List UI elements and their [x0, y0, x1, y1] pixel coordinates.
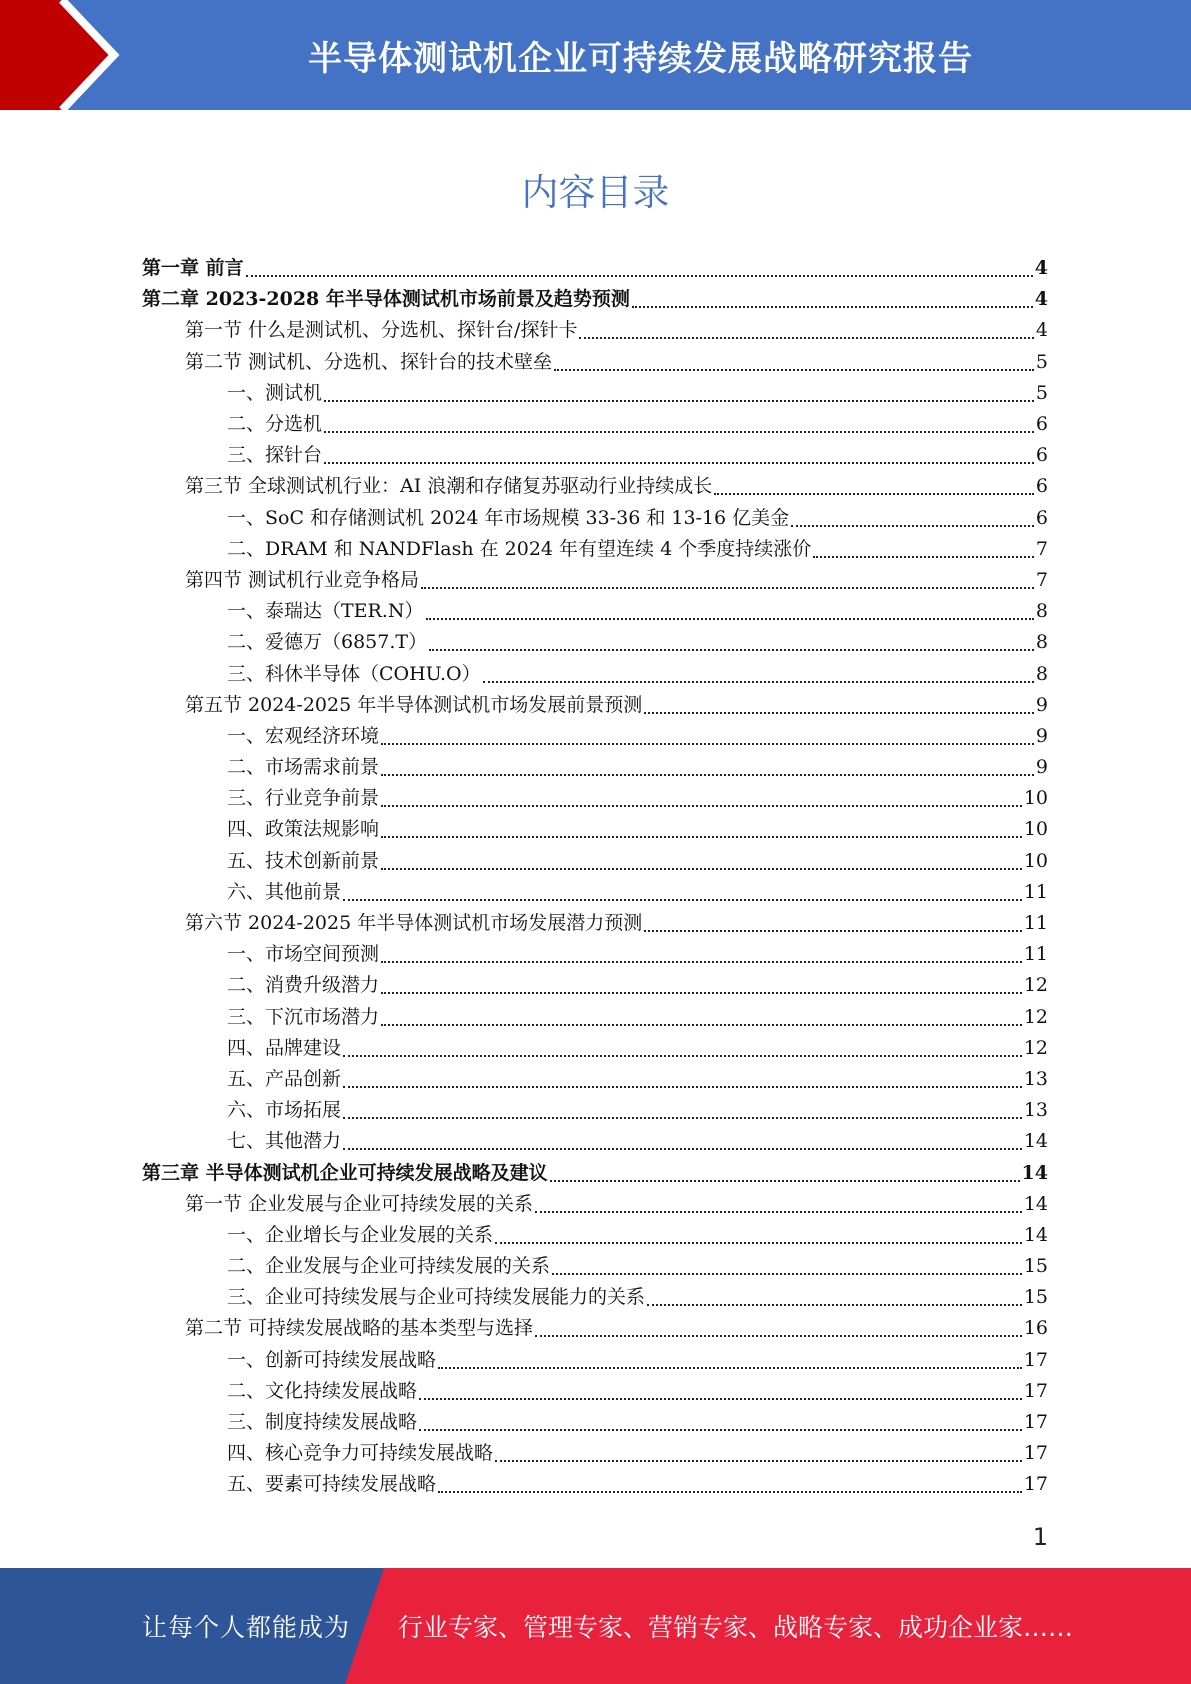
- toc-dot-leader: [554, 368, 1034, 371]
- toc-dot-leader: [246, 274, 1033, 277]
- header-arrow-decoration: [0, 0, 160, 110]
- toc-dot-leader: [550, 1179, 1020, 1182]
- toc-entry-page: 17: [1023, 1442, 1048, 1465]
- toc-dot-leader: [483, 680, 1034, 683]
- toc-entry-label: 四、品牌建设: [227, 1036, 342, 1059]
- toc-entry-page: 14: [1023, 1192, 1048, 1215]
- toc-dot-leader: [438, 1366, 1022, 1369]
- toc-entry-page: 10: [1023, 849, 1048, 872]
- toc-entry-page: 10: [1023, 818, 1048, 841]
- toc-entry[interactable]: [142, 752, 1048, 783]
- toc-dot-leader: [381, 742, 1034, 745]
- toc-dot-leader: [429, 648, 1034, 651]
- toc-entry-label: 二、文化持续发展战略: [227, 1379, 418, 1402]
- toc-entry[interactable]: [142, 534, 1048, 565]
- toc-entry-label: 一、企业增长与企业发展的关系: [227, 1223, 494, 1246]
- toc-entry-page: 13: [1023, 1099, 1048, 1122]
- toc-entry-page: 9: [1035, 693, 1048, 716]
- toc-dot-leader: [343, 1085, 1022, 1088]
- toc-entry[interactable]: [142, 783, 1048, 814]
- toc-dot-leader: [421, 586, 1034, 589]
- toc-dot-leader: [324, 430, 1034, 433]
- toc-entry-label: 五、要素可持续发展战略: [227, 1473, 437, 1496]
- toc-dot-leader: [381, 960, 1022, 963]
- toc-entry-label: 二、市场需求前景: [227, 756, 380, 779]
- toc-entry[interactable]: [142, 970, 1048, 1001]
- toc-heading: 内容目录: [521, 171, 670, 214]
- toc-dot-leader: [381, 867, 1022, 870]
- toc-entry-page: 10: [1023, 787, 1048, 810]
- toc-dot-leader: [791, 524, 1034, 527]
- toc-entry-page: 16: [1023, 1317, 1048, 1340]
- toc-dot-leader: [381, 835, 1022, 838]
- toc-entry[interactable]: [142, 347, 1048, 378]
- toc-entry-label: 第三章 半导体测试机企业可持续发展战略及建议: [142, 1161, 548, 1184]
- toc-entry[interactable]: [142, 471, 1048, 502]
- toc-entry-label: 四、核心竞争力可持续发展战略: [227, 1442, 494, 1465]
- toc-entry-label: 七、其他潜力: [227, 1130, 342, 1153]
- toc-entry-label: 三、制度持续发展战略: [227, 1411, 418, 1434]
- toc-entry[interactable]: [142, 908, 1048, 939]
- toc-entry-label: 一、测试机: [227, 381, 323, 404]
- toc-entry[interactable]: [142, 1313, 1048, 1344]
- toc-entry-page: 7: [1035, 568, 1048, 591]
- toc-entry-label: 第二章 2023-2028 年半导体测试机市场前景及趋势预测: [142, 288, 630, 311]
- toc-entry[interactable]: [142, 877, 1048, 908]
- toc-entry-page: 12: [1023, 1005, 1048, 1028]
- toc-dot-leader: [552, 1272, 1022, 1275]
- toc-dot-leader: [343, 1116, 1022, 1119]
- toc-entry[interactable]: [142, 1064, 1048, 1095]
- toc-entry[interactable]: [142, 1126, 1048, 1157]
- toc-entry[interactable]: [142, 814, 1048, 845]
- toc-entry[interactable]: [142, 1438, 1048, 1469]
- toc-entry[interactable]: [142, 1407, 1048, 1438]
- toc-entry-page: 17: [1023, 1379, 1048, 1402]
- toc-entry-page: 13: [1023, 1067, 1048, 1090]
- toc-entry-page: 4: [1035, 319, 1048, 342]
- toc-entry[interactable]: [142, 284, 1048, 315]
- toc-entry-page: 14: [1023, 1130, 1048, 1153]
- toc-entry[interactable]: [142, 1376, 1048, 1407]
- toc-entry-label: 三、下沉市场潜力: [227, 1005, 380, 1028]
- toc-entry-label: 三、企业可持续发展与企业可持续发展能力的关系: [227, 1286, 646, 1309]
- toc-entry-page: 5: [1035, 381, 1048, 404]
- toc-entry-page: 12: [1023, 1036, 1048, 1059]
- toc-entry-label: 第六节 2024-2025 年半导体测试机市场发展潜力预测: [185, 912, 643, 935]
- toc-entry-page: 6: [1035, 444, 1048, 467]
- toc-entry-page: 5: [1035, 350, 1048, 373]
- toc-entry[interactable]: [142, 253, 1048, 284]
- toc-entry-page: 17: [1023, 1411, 1048, 1434]
- toc-entry-page: 7: [1035, 537, 1048, 560]
- toc-entry-page: 9: [1035, 724, 1048, 747]
- toc-entry[interactable]: [142, 440, 1048, 471]
- toc-entry[interactable]: [142, 1002, 1048, 1033]
- toc-entry-page: 6: [1035, 506, 1048, 529]
- toc-dot-leader: [381, 804, 1022, 807]
- toc-entry-page: 12: [1023, 974, 1048, 997]
- toc-dot-leader: [343, 1147, 1022, 1150]
- toc-entry-page: 15: [1023, 1286, 1048, 1309]
- toc-entry-label: 四、政策法规影响: [227, 818, 380, 841]
- toc-entry-page: 11: [1023, 880, 1048, 903]
- toc-entry-label: 一、SoC 和存储测试机 2024 年市场规模 33-36 和 13-16 亿美金: [227, 506, 790, 529]
- toc-dot-leader: [381, 991, 1022, 994]
- toc-dot-leader: [632, 305, 1033, 308]
- toc-entry[interactable]: [142, 315, 1048, 346]
- toc-entry-label: 二、DRAM 和 NANDFlash 在 2024 年有望连续 4 个季度持续涨价: [227, 537, 812, 560]
- toc-dot-leader: [644, 929, 1022, 932]
- toc-entry-label: 六、其他前景: [227, 880, 342, 903]
- toc-entry-page: 17: [1023, 1473, 1048, 1496]
- toc-dot-leader: [535, 1210, 1022, 1213]
- toc-entry-page: 4: [1034, 257, 1048, 280]
- toc-entry-page: 6: [1035, 413, 1048, 436]
- toc-entry-label: 第二节 可持续发展战略的基本类型与选择: [185, 1317, 534, 1340]
- header-band: [0, 0, 1191, 110]
- toc-entry[interactable]: [142, 690, 1048, 721]
- toc-entry[interactable]: [142, 1469, 1048, 1500]
- toc-dot-leader: [813, 555, 1034, 558]
- toc-entry-label: 一、泰瑞达（TER.N）: [227, 600, 424, 623]
- toc-dot-leader: [579, 336, 1033, 339]
- toc-dot-leader: [495, 1459, 1022, 1462]
- table-of-contents: [142, 253, 1048, 1501]
- toc-entry[interactable]: [142, 1251, 1048, 1282]
- toc-entry[interactable]: [142, 409, 1048, 440]
- toc-entry-page: 9: [1035, 756, 1048, 779]
- toc-entry-label: 五、技术创新前景: [227, 849, 380, 872]
- toc-dot-leader: [535, 1334, 1022, 1337]
- toc-entry-page: 17: [1023, 1348, 1048, 1371]
- toc-dot-leader: [419, 1397, 1022, 1400]
- toc-dot-leader: [495, 1241, 1022, 1244]
- toc-entry-label: 三、科休半导体（COHU.O）: [227, 662, 481, 685]
- page-number: 1: [1032, 1523, 1048, 1551]
- toc-entry-page: 8: [1035, 631, 1048, 654]
- toc-entry-label: 一、创新可持续发展战略: [227, 1348, 437, 1371]
- toc-entry-label: 第一节 什么是测试机、分选机、探针台/探针卡: [185, 319, 578, 342]
- toc-entry-label: 第五节 2024-2025 年半导体测试机市场发展前景预测: [185, 693, 643, 716]
- toc-dot-leader: [381, 773, 1034, 776]
- toc-dot-leader: [644, 711, 1034, 714]
- toc-entry-page: 4: [1034, 288, 1048, 311]
- toc-entry-label: 三、探针台: [227, 444, 323, 467]
- report-title: 半导体测试机企业可持续发展战略研究报告: [308, 38, 973, 79]
- toc-entry-label: 二、企业发展与企业可持续发展的关系: [227, 1255, 551, 1278]
- toc-entry[interactable]: [142, 658, 1048, 689]
- toc-entry-label: 六、市场拓展: [227, 1099, 342, 1122]
- toc-dot-leader: [343, 898, 1022, 901]
- toc-entry-page: 6: [1035, 475, 1048, 498]
- toc-entry-page: 8: [1035, 662, 1048, 685]
- toc-entry[interactable]: [142, 565, 1048, 596]
- toc-entry[interactable]: [142, 503, 1048, 534]
- toc-entry[interactable]: [142, 1345, 1048, 1376]
- toc-entry[interactable]: [142, 378, 1048, 409]
- toc-entry[interactable]: [142, 1033, 1048, 1064]
- toc-dot-leader: [438, 1490, 1022, 1493]
- toc-dot-leader: [343, 1054, 1022, 1057]
- toc-entry-label: 一、市场空间预测: [227, 943, 380, 966]
- toc-entry-label: 第三节 全球测试机行业：AI 浪潮和存储复苏驱动行业持续成长: [185, 475, 713, 498]
- toc-entry-label: 五、产品创新: [227, 1067, 342, 1090]
- toc-entry-page: 14: [1023, 1223, 1048, 1246]
- toc-entry-page: 8: [1035, 600, 1048, 623]
- toc-dot-leader: [419, 1428, 1022, 1431]
- toc-entry-page: 11: [1023, 943, 1048, 966]
- toc-entry-label: 二、消费升级潜力: [227, 974, 380, 997]
- toc-entry-label: 一、宏观经济环境: [227, 724, 380, 747]
- toc-entry-label: 二、爱德万（6857.T）: [227, 631, 428, 654]
- footer-slogan-left: 让每个人都能成为: [142, 1613, 351, 1642]
- toc-entry[interactable]: [142, 1095, 1048, 1126]
- toc-dot-leader: [324, 399, 1034, 402]
- toc-entry-label: 第一节 企业发展与企业可持续发展的关系: [185, 1192, 534, 1215]
- toc-entry-page: 11: [1023, 912, 1048, 935]
- toc-entry-label: 第四节 测试机行业竞争格局: [185, 568, 420, 591]
- toc-entry-page: 14: [1021, 1161, 1048, 1184]
- toc-dot-leader: [381, 1023, 1022, 1026]
- toc-entry-label: 二、分选机: [227, 413, 323, 436]
- toc-entry[interactable]: [142, 1189, 1048, 1220]
- toc-dot-leader: [324, 461, 1034, 464]
- toc-dot-leader: [647, 1303, 1022, 1306]
- toc-entry[interactable]: [142, 1220, 1048, 1251]
- toc-entry[interactable]: [142, 721, 1048, 752]
- toc-entry[interactable]: [142, 846, 1048, 877]
- toc-entry-label: 第二节 测试机、分选机、探针台的技术壁垒: [185, 350, 553, 373]
- toc-entry-page: 15: [1023, 1255, 1048, 1278]
- toc-dot-leader: [426, 617, 1034, 620]
- toc-entry[interactable]: [142, 1282, 1048, 1313]
- toc-entry[interactable]: [142, 1157, 1048, 1188]
- footer-band: [0, 1568, 1191, 1684]
- toc-dot-leader: [714, 492, 1034, 495]
- toc-entry[interactable]: [142, 627, 1048, 658]
- toc-entry[interactable]: [142, 939, 1048, 970]
- toc-entry[interactable]: [142, 596, 1048, 627]
- toc-entry-label: 第一章 前言: [142, 257, 244, 280]
- footer-slogan-right: 行业专家、管理专家、营销专家、战略专家、成功企业家……: [398, 1613, 1074, 1642]
- toc-entry-label: 三、行业竞争前景: [227, 787, 380, 810]
